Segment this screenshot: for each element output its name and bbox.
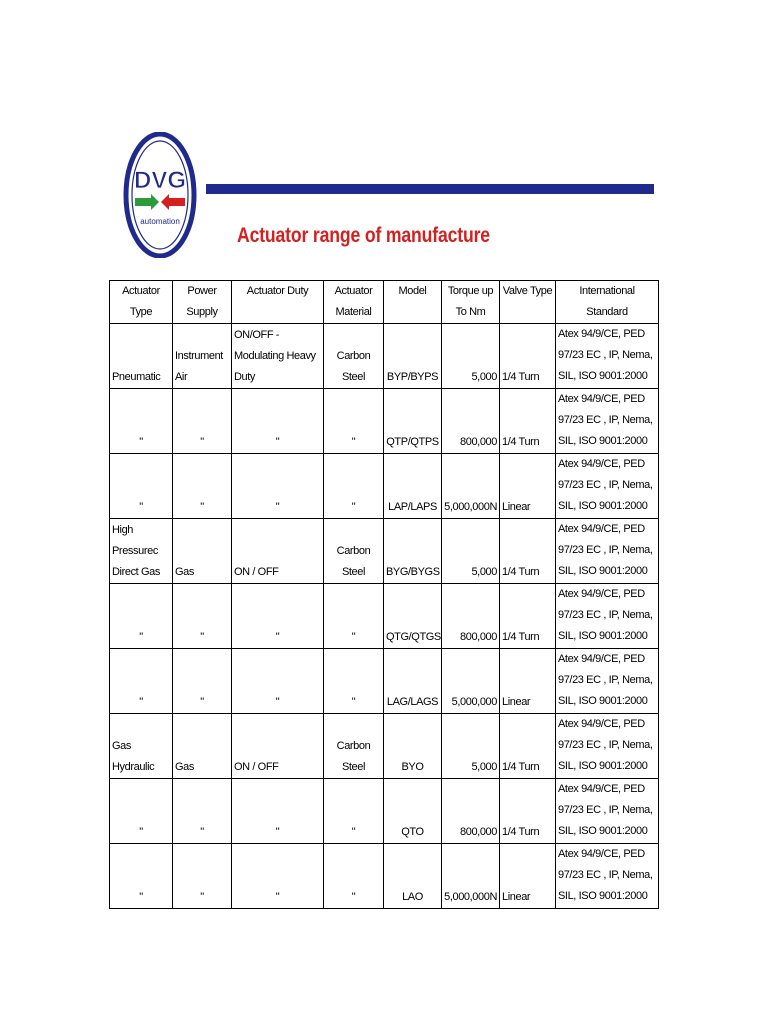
actuator-material-cell: " <box>324 584 384 649</box>
actuator-duty-cell: ON/OFF - Modulating Heavy Duty <box>232 324 324 389</box>
power-supply-cell: " <box>173 389 232 454</box>
valve-type-cell: 1/4 Turn <box>500 389 556 454</box>
valve-type-cell: 1/4 Turn <box>500 519 556 584</box>
table-header-row <box>110 281 659 324</box>
table-row <box>110 584 659 649</box>
actuator-material-cell: " <box>324 649 384 714</box>
actuator-type-cell: " <box>110 389 173 454</box>
page-title: Actuator range of manufacture <box>237 224 490 247</box>
international-standard-cell: Atex 94/9/CE, PED 97/23 EC , IP, Nema, SIL, ISO 9001:2000 <box>556 649 659 714</box>
actuator-duty-cell: " <box>232 584 324 649</box>
international-standard-cell: Atex 94/9/CE, PED 97/23 EC , IP, Nema, SIL, ISO 9001:2000 <box>556 584 659 649</box>
power-supply-cell: Gas <box>173 519 232 584</box>
actuator-material-cell: Carbon Steel <box>324 324 384 389</box>
table-row <box>110 649 659 714</box>
model-cell: LAO <box>384 844 442 909</box>
valve-type-cell: Linear <box>500 649 556 714</box>
column-header: Valve Type <box>500 281 556 324</box>
model-cell: LAG/LAGS <box>384 649 442 714</box>
actuator-material-cell: " <box>324 779 384 844</box>
torque-cell: 5,000 <box>442 714 500 779</box>
torque-cell: 5,000 <box>442 324 500 389</box>
actuator-type-cell: " <box>110 454 173 519</box>
actuator-duty-cell: ON / OFF <box>232 714 324 779</box>
actuator-type-cell: " <box>110 584 173 649</box>
table-row <box>110 779 659 844</box>
valve-type-cell: 1/4 Turn <box>500 324 556 389</box>
logo-graphic <box>123 132 197 258</box>
power-supply-cell: Gas <box>173 714 232 779</box>
dvg-automation-logo <box>123 132 197 258</box>
torque-cell: 5,000 <box>442 519 500 584</box>
actuator-material-cell: Carbon Steel <box>324 519 384 584</box>
actuator-duty-cell: " <box>232 649 324 714</box>
international-standard-cell: Atex 94/9/CE, PED 97/23 EC , IP, Nema, SIL, ISO 9001:2000 <box>556 454 659 519</box>
international-standard-cell: Atex 94/9/CE, PED 97/23 EC , IP, Nema, SIL, ISO 9001:2000 <box>556 779 659 844</box>
torque-cell: 5,000,000N <box>442 844 500 909</box>
international-standard-cell: Atex 94/9/CE, PED 97/23 EC , IP, Nema, SIL, ISO 9001:2000 <box>556 519 659 584</box>
power-supply-cell: " <box>173 649 232 714</box>
model-cell: BYG/BYGS <box>384 519 442 584</box>
model-cell: LAP/LAPS <box>384 454 442 519</box>
actuator-type-cell: " <box>110 844 173 909</box>
power-supply-cell: " <box>173 779 232 844</box>
column-header: Torque up To Nm <box>442 281 500 324</box>
column-header: International Standard <box>556 281 659 324</box>
table-row <box>110 454 659 519</box>
actuator-type-cell: Pneumatic <box>110 324 173 389</box>
column-header: Power Supply <box>173 281 232 324</box>
actuator-duty-cell: " <box>232 454 324 519</box>
actuator-material-cell: Carbon Steel <box>324 714 384 779</box>
power-supply-cell: " <box>173 454 232 519</box>
actuator-duty-cell: " <box>232 779 324 844</box>
column-header: Actuator Type <box>110 281 173 324</box>
column-header: Actuator Material <box>324 281 384 324</box>
valve-type-cell: 1/4 Turn <box>500 584 556 649</box>
international-standard-cell: Atex 94/9/CE, PED 97/23 EC , IP, Nema, SIL, ISO 9001:2000 <box>556 389 659 454</box>
actuator-type-cell: " <box>110 779 173 844</box>
model-cell: QTG/QTGS <box>384 584 442 649</box>
model-cell: QTO <box>384 779 442 844</box>
valve-type-cell: Linear <box>500 454 556 519</box>
table-row <box>110 324 659 389</box>
torque-cell: 5,000,000N <box>442 454 500 519</box>
logo-sub-text: automation <box>140 217 180 226</box>
table-row <box>110 844 659 909</box>
valve-type-cell: 1/4 Turn <box>500 779 556 844</box>
valve-type-cell: Linear <box>500 844 556 909</box>
actuator-type-cell: High Pressurec Direct Gas <box>110 519 173 584</box>
table-row <box>110 714 659 779</box>
actuator-duty-cell: ON / OFF <box>232 519 324 584</box>
international-standard-cell: Atex 94/9/CE, PED 97/23 EC , IP, Nema, SIL, ISO 9001:2000 <box>556 844 659 909</box>
table-row <box>110 519 659 584</box>
actuator-table <box>109 280 659 909</box>
torque-cell: 800,000 <box>442 779 500 844</box>
international-standard-cell: Atex 94/9/CE, PED 97/23 EC , IP, Nema, SIL, ISO 9001:2000 <box>556 324 659 389</box>
column-header: Actuator Duty <box>232 281 324 324</box>
actuator-material-cell: " <box>324 389 384 454</box>
table-row <box>110 389 659 454</box>
model-cell: QTP/QTPS <box>384 389 442 454</box>
header-divider-bar <box>206 184 654 194</box>
actuator-material-cell: " <box>324 454 384 519</box>
actuator-material-cell: " <box>324 844 384 909</box>
actuator-duty-cell: " <box>232 389 324 454</box>
model-cell: BYO <box>384 714 442 779</box>
actuator-type-cell: " <box>110 649 173 714</box>
international-standard-cell: Atex 94/9/CE, PED 97/23 EC , IP, Nema, SIL, ISO 9001:2000 <box>556 714 659 779</box>
power-supply-cell: " <box>173 584 232 649</box>
power-supply-cell: Instrument Air <box>173 324 232 389</box>
power-supply-cell: " <box>173 844 232 909</box>
logo-brand-text: DVG <box>133 167 187 194</box>
model-cell: BYP/BYPS <box>384 324 442 389</box>
actuator-type-cell: Gas Hydraulic <box>110 714 173 779</box>
column-header: Model <box>384 281 442 324</box>
torque-cell: 800,000 <box>442 584 500 649</box>
torque-cell: 800,000 <box>442 389 500 454</box>
valve-type-cell: 1/4 Turn <box>500 714 556 779</box>
torque-cell: 5,000,000 <box>442 649 500 714</box>
actuator-duty-cell: " <box>232 844 324 909</box>
